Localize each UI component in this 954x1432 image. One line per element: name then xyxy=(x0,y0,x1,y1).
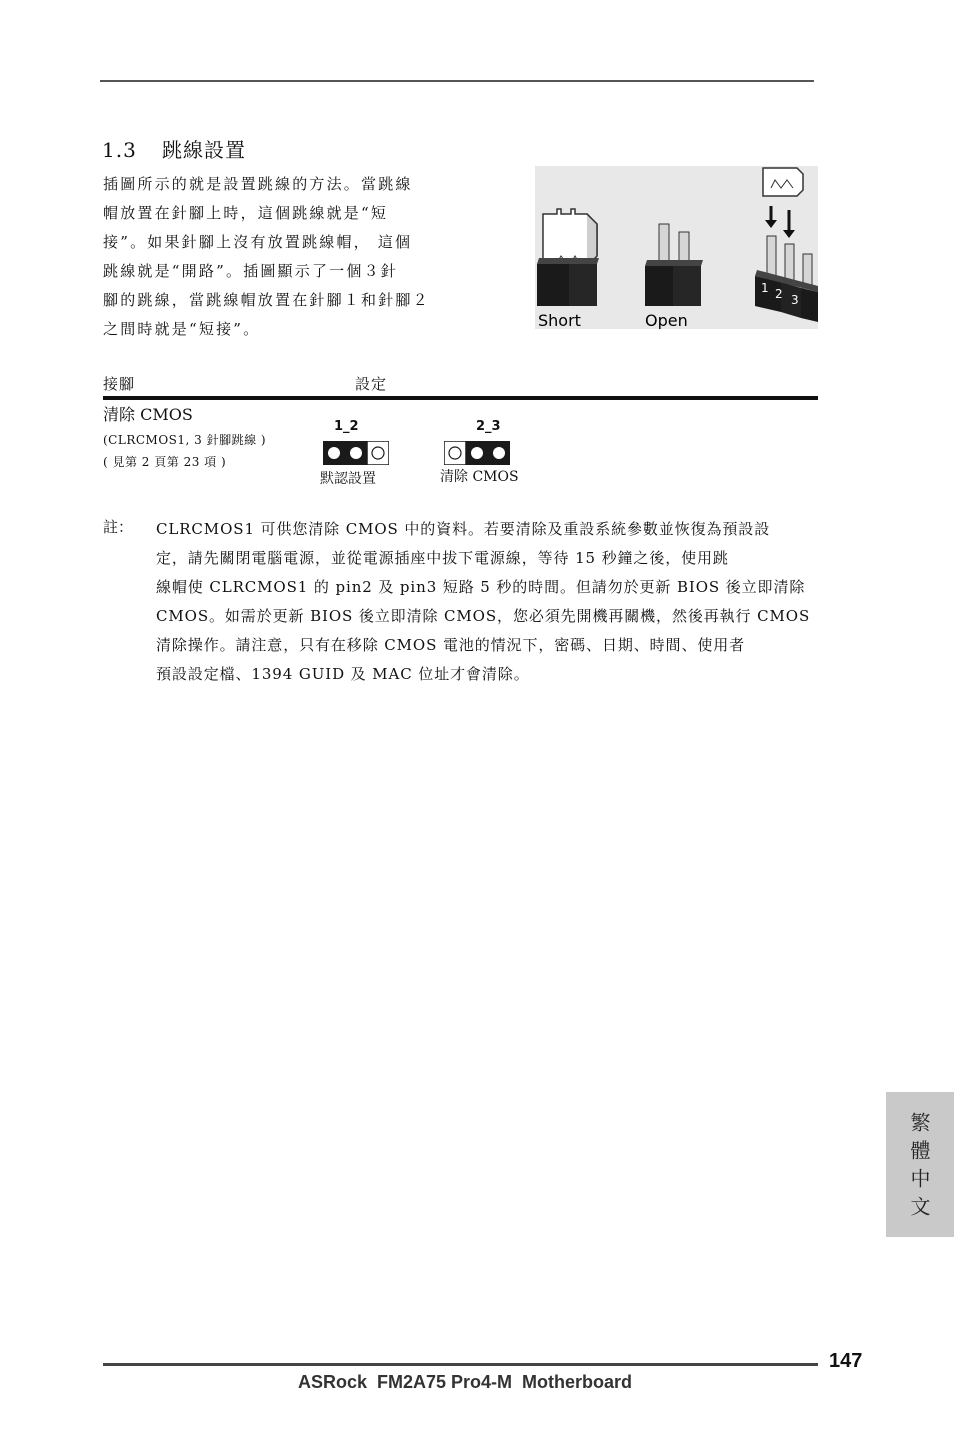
note-paragraph xyxy=(156,515,818,689)
clear-jumper-pins-label: 2_3 xyxy=(476,419,501,434)
section-heading xyxy=(102,134,246,163)
table-header-setting: 設定 xyxy=(355,375,388,393)
default-jumper-diagram xyxy=(323,441,389,465)
jumper-pin-1 xyxy=(449,447,461,459)
jumper-pin-1 xyxy=(328,447,340,459)
footer-rule xyxy=(103,1363,818,1366)
pin-number: 1 xyxy=(761,281,769,295)
note-line: 定，請先關閉電腦電源，並從電源插座中拔下電源線，等待 15 秒鐘之後，使用跳 xyxy=(156,549,729,567)
language-tab-label: 繁體中文 xyxy=(907,1112,931,1224)
pin-number: 2 xyxy=(775,287,783,301)
table-header-jumper: 接腳 xyxy=(103,375,136,393)
short-jumper-graphic xyxy=(537,209,599,306)
jumper-pin-2 xyxy=(471,447,483,459)
jumper-illustration-svg xyxy=(535,166,818,329)
default-setting-caption: 默認設置 xyxy=(320,471,376,487)
intro-line: 帽放置在針腳上時，這個跳線就是“短 xyxy=(103,204,389,222)
note-line: 線帽使 CLRCMOS1 的 pin2 及 pin3 短路 5 秒的時間。但請勿於更新 BIOS 後立即清除 xyxy=(156,578,806,596)
intro-line: 接”。如果針腳上沒有放置跳線帽， 這個 xyxy=(103,233,413,251)
page-number: 147 xyxy=(829,1350,863,1372)
intro-line: 跳線就是“開路”。插圖顯示了一個３針 xyxy=(103,262,398,280)
table-header-rule xyxy=(103,396,818,400)
top-rule xyxy=(100,80,814,82)
clear-cmos-title: 清除 CMOS xyxy=(103,405,193,424)
section-number: 1.3 xyxy=(102,138,137,162)
note-line: CLRCMOS1 可供您清除 CMOS 中的資料。若要清除及重設系統參數並恢復為預設設 xyxy=(156,520,771,538)
intro-line: 之間時就是“短接”。 xyxy=(103,320,261,338)
clear-cmos-reference: ( 見第 2 頁第 23 項 ) xyxy=(103,455,227,469)
intro-paragraph xyxy=(103,170,465,344)
jumper-pin-3 xyxy=(372,447,384,459)
note-line: 清除操作。請注意，只有在移除 CMOS 電池的情況下，密碼、日期、時間、使用者 xyxy=(156,636,746,654)
note-label: 註： xyxy=(103,518,134,536)
three-pin-jumper-graphic xyxy=(755,168,818,322)
clear-cmos-subtitle: (CLRCMOS1, 3 針腳跳線 ) xyxy=(103,433,267,447)
default-jumper-pins-label: 1_2 xyxy=(334,419,359,434)
footer-product-name: ASRock FM2A75 Pro4-M Motherboard xyxy=(298,1372,633,1392)
open-label: Open xyxy=(645,311,688,329)
pin-number: 3 xyxy=(791,293,799,307)
short-label: Short xyxy=(538,311,581,329)
language-side-tab xyxy=(886,1092,954,1237)
intro-line: 腳的跳線，當跳線帽放置在針腳１和針腳２ xyxy=(103,291,430,309)
jumper-illustration xyxy=(535,166,818,329)
open-jumper-graphic xyxy=(645,224,703,306)
note-line: CMOS。如需於更新 BIOS 後立即清除 CMOS，您必須先開機再關機，然後再執行 CMOS xyxy=(156,607,811,625)
clear-cmos-caption: 清除 CMOS xyxy=(440,469,519,485)
clear-cmos-jumper-diagram xyxy=(444,441,510,465)
jumper-pin-2 xyxy=(350,447,362,459)
note-line: 預設設定檔、1394 GUID 及 MAC 位址才會清除。 xyxy=(156,665,530,683)
intro-line: 插圖所示的就是設置跳線的方法。當跳線 xyxy=(103,175,413,193)
section-title: 跳線設置 xyxy=(162,138,246,162)
jumper-pin-3 xyxy=(493,447,505,459)
